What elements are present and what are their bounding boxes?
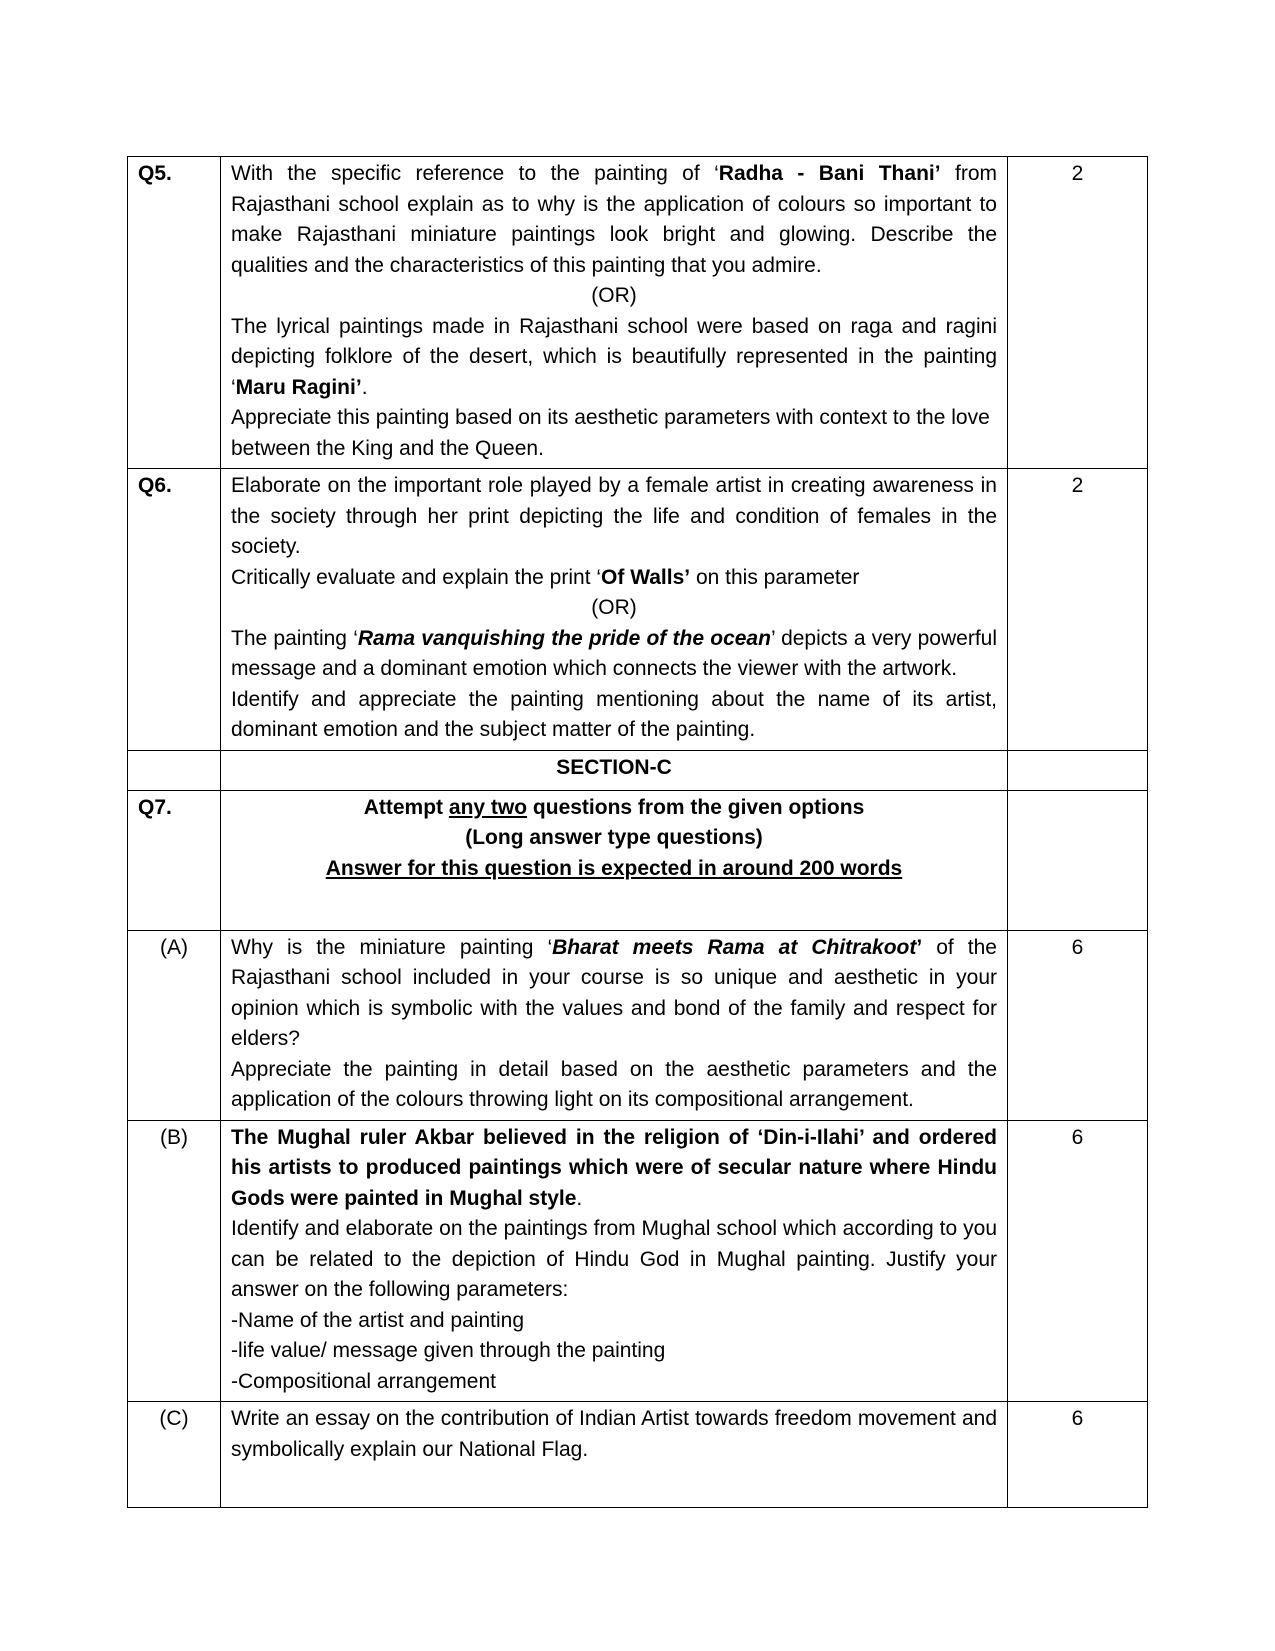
- q7-word-limit: Answer for this question is expected in around 200 words: [325, 856, 903, 880]
- q5-row: [128, 157, 1148, 469]
- q6-alt-painting-title: Rama vanquishing the pride of the ocean: [357, 626, 771, 650]
- q5-alt-instruction: Appreciate this painting based on its aesthetic parameters with context to the love between the King and the Queen.: [231, 406, 990, 460]
- q7a-text-part: of the Rajasthani school included in your course is so unique and aesthetic in your opinion which is symbolic with the values and bond of the family and respect for elders?: [231, 935, 997, 1050]
- q5-number: Q5.: [128, 157, 221, 469]
- q7a-quote: ’: [916, 935, 923, 959]
- q6-row: [128, 469, 1148, 751]
- section-heading: SECTION-C: [221, 750, 1008, 790]
- q7b-text-part: .: [576, 1186, 583, 1210]
- q6-alt-text: The painting ‘: [231, 626, 358, 650]
- q6-alt-instruction: Identify and appreciate the painting mentioning about the name of its artist, dominant emotion and the subject matter of the painting.: [231, 687, 997, 741]
- q6-marks: 2: [1008, 469, 1148, 751]
- q7-row: [128, 790, 1148, 930]
- q7c-label: (C): [128, 1402, 221, 1508]
- q7a-label: (A): [128, 930, 221, 1120]
- q7c-text: Write an essay on the contribution of Indian Artist towards freedom movement and symbolically explain our National Flag.: [221, 1402, 1008, 1508]
- q5-marks: 2: [1008, 157, 1148, 469]
- q6-intro: Elaborate on the important role played by a female artist in creating awareness in the society through her print depicting the life and condition of females in the society.: [231, 474, 997, 558]
- q7-instruction-emphasis: any two: [448, 795, 528, 819]
- q5-alt-painting-title: Maru Ragini’: [235, 375, 362, 399]
- q7-type: (Long answer type questions): [465, 826, 763, 849]
- q7c-row: [128, 1402, 1148, 1508]
- q6-or: (OR): [591, 596, 637, 619]
- q6-text-part: on this parameter: [690, 565, 860, 589]
- q7a-row: [128, 930, 1148, 1120]
- q5-text: [221, 157, 1008, 469]
- q7c-marks: 6: [1008, 1402, 1148, 1508]
- q5-text-part: With the specific reference to the painting of ‘: [231, 162, 719, 185]
- q5-or: (OR): [591, 284, 637, 307]
- q7-instruction-part: questions from the given options: [527, 795, 865, 819]
- q7a-marks: 6: [1008, 930, 1148, 1120]
- q7b-label: (B): [128, 1120, 221, 1402]
- q5-text-part: from Rajasthani school explain as to why is the application of colours so important to make Rajasthani miniature paintings look bright and glowing. Describe the qualities and the characteristics of this painting that you admire.: [231, 162, 998, 277]
- q7a-painting-title: Bharat meets Rama at Chitrakoot: [552, 935, 917, 959]
- q7b-row: [128, 1120, 1148, 1402]
- q7b-text: [221, 1120, 1008, 1402]
- q7a-text-part: Why is the miniature painting ‘: [231, 935, 553, 959]
- q7-marks-empty: [1008, 790, 1148, 930]
- q5-alt-text: .: [361, 375, 368, 399]
- q7-instructions: [221, 790, 1008, 930]
- section-empty-cell: [128, 750, 221, 790]
- section-empty-cell: [1008, 750, 1148, 790]
- q7b-point: -Name of the artist and painting: [231, 1308, 524, 1332]
- q5-alt-text: The lyrical paintings made in Rajasthani school were based on raga and ragini depicting folklore of the desert, which is beautifully represented in the painting ‘: [231, 314, 997, 399]
- q7b-statement: The Mughal ruler Akbar believed in the religion of ‘Din-i-Ilahi’ and ordered his artists to produced paintings which were of secular nature where Hindu Gods were painted in Mughal style: [231, 1125, 997, 1210]
- q7-instruction-part: Attempt: [363, 795, 449, 819]
- q6-print-title: Of Walls’: [601, 565, 691, 589]
- q6-text: [221, 469, 1008, 751]
- q7b-point: -Compositional arrangement: [231, 1369, 496, 1393]
- section-row: [128, 750, 1148, 790]
- q7b-instruction: Identify and elaborate on the paintings from Mughal school which according to you can be related to the depiction of Hindu God in Mughal painting. Justify your answer on the following parameters:: [231, 1217, 997, 1301]
- question-table: [127, 156, 1148, 1508]
- q7a-instruction: Appreciate the painting in detail based on the aesthetic parameters and the application of the colours throwing light on its compositional arrangement.: [231, 1057, 997, 1111]
- q7b-marks: 6: [1008, 1120, 1148, 1402]
- q6-text-part: Critically evaluate and explain the print ‘: [231, 565, 602, 589]
- q5-painting-title: Radha - Bani Thani’: [718, 162, 941, 185]
- q6-number: Q6.: [128, 469, 221, 751]
- q6-alt-text: ’ depicts a very powerful message and a dominant emotion which connects the viewer with the artwork.: [231, 626, 997, 680]
- q7-number: Q7.: [128, 790, 221, 930]
- q7b-point: -life value/ message given through the painting: [231, 1339, 666, 1362]
- q7a-text: [221, 930, 1008, 1120]
